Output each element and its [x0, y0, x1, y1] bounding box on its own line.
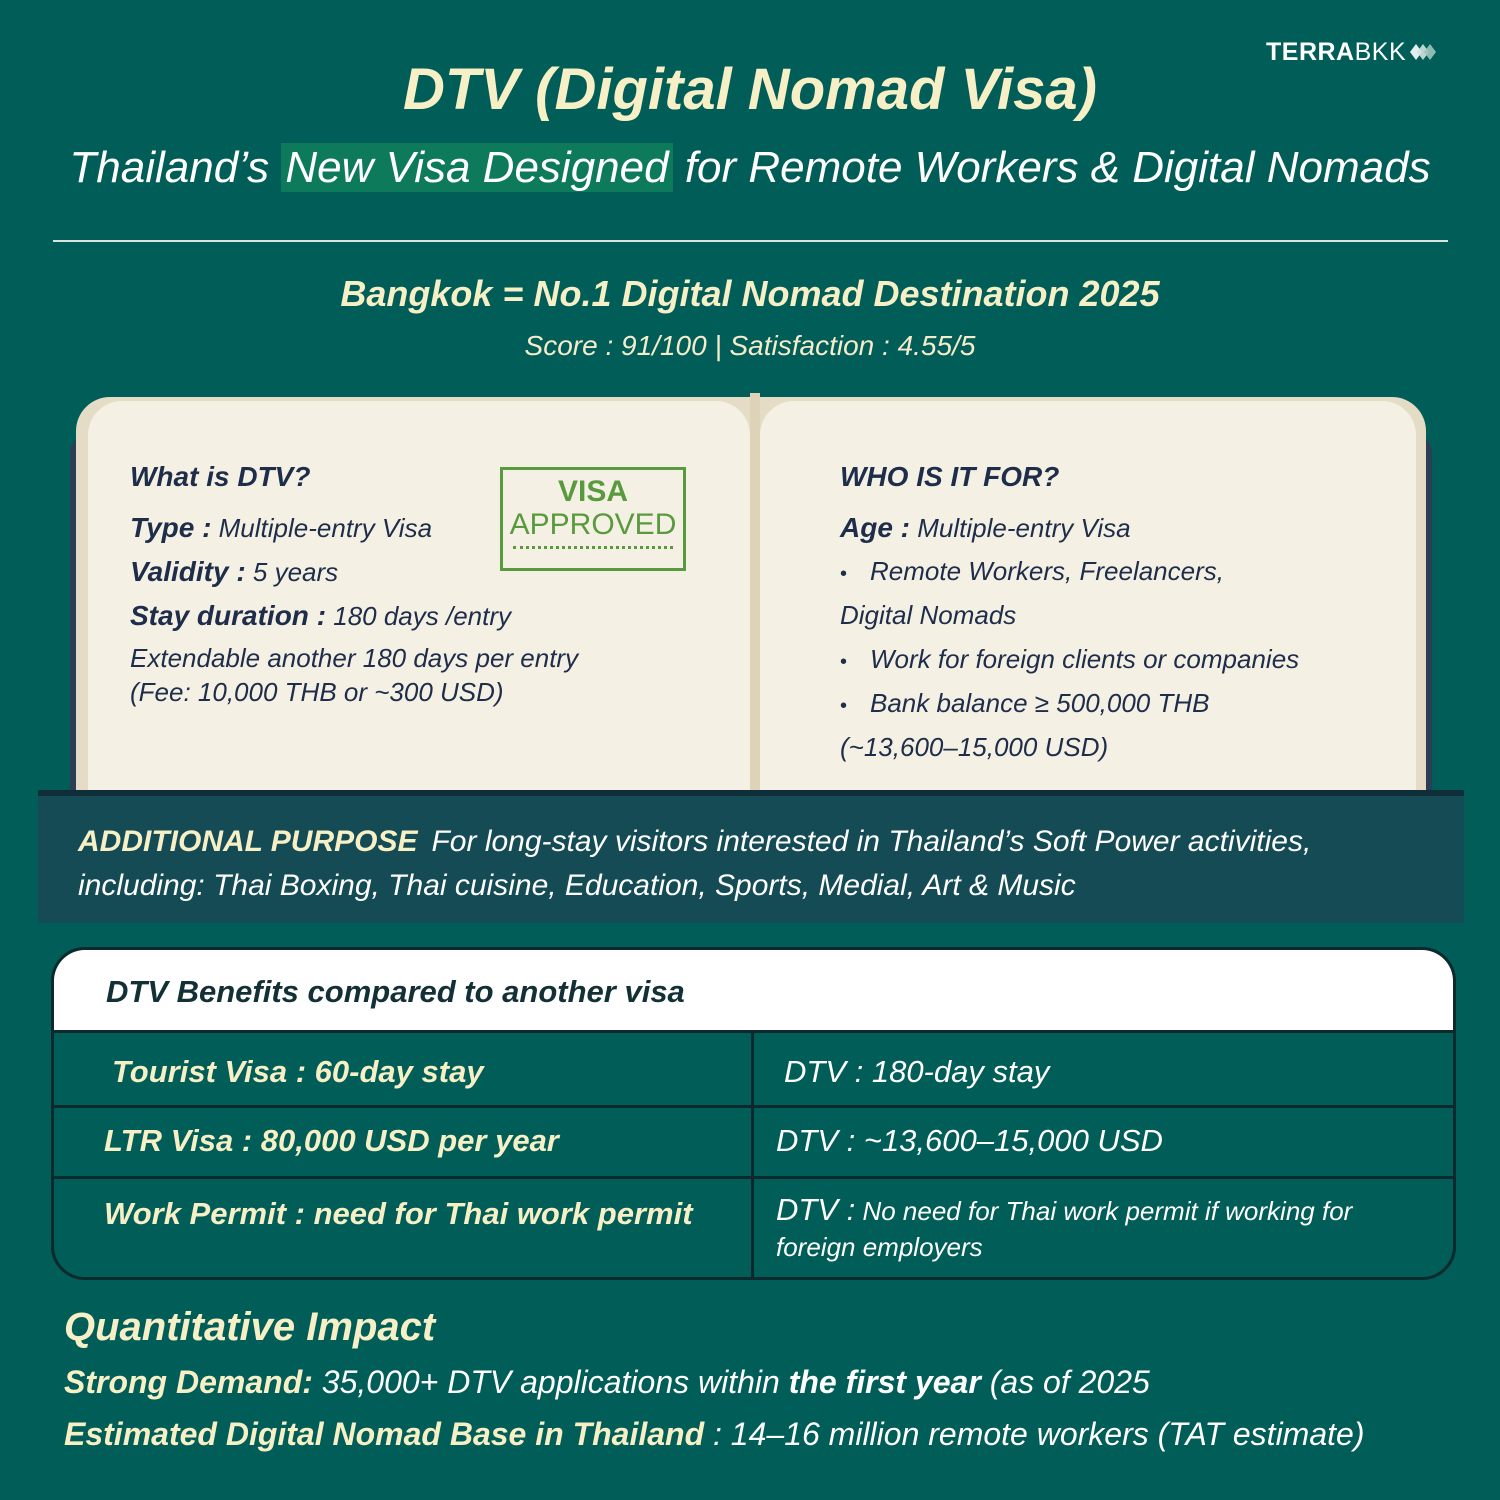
impact-line-2 [64, 1416, 1364, 1453]
bullet-2 [840, 644, 1299, 675]
impact-line-1-text: 35,000+ DTV applications within [312, 1364, 789, 1400]
impact-title: Quantitative Impact [64, 1305, 436, 1349]
table-row-3-right [776, 1192, 1416, 1265]
table-column-divider [751, 1033, 754, 1280]
left-page [88, 401, 750, 793]
bullet-1-cont: Digital Nomads [840, 600, 1017, 630]
additional-purpose-band [38, 790, 1464, 923]
page-subtitle [0, 143, 1500, 193]
bullet-2-text: Work for foreign clients or companies [870, 644, 1300, 674]
row-3-right-prefix: DTV : [776, 1192, 856, 1227]
benefits-header [54, 950, 1453, 1033]
subtitle-end: for Remote Workers & Digital Nomads [672, 143, 1431, 192]
row-3-right-text: No need for Thai work permit if working for foreign employers [776, 1196, 1353, 1262]
subtitle-highlight: New Visa Designed [281, 143, 672, 192]
bullet-3 [840, 688, 1210, 719]
impact-line-1-label: Strong Demand: [64, 1364, 313, 1400]
type-label: Type : [130, 512, 212, 543]
stamp-line-1: VISA [557, 475, 629, 508]
table-row-1-left: Tourist Visa : 60-day stay [112, 1054, 484, 1089]
bullet-1 [840, 556, 1224, 587]
table-row-divider [54, 1176, 1453, 1179]
page-title: DTV (Digital Nomad Visa) [403, 57, 1097, 122]
stay-value: 180 days /entry [326, 601, 512, 631]
table-row-2-left: LTR Visa : 80,000 USD per year [104, 1123, 559, 1158]
table-row-divider [54, 1105, 1453, 1108]
bullet-1-text: Remote Workers, Freelancers, [870, 556, 1224, 586]
visa-approved-stamp [500, 467, 686, 571]
validity-value: 5 years [245, 557, 339, 587]
bullet-dot-icon: • [840, 695, 848, 717]
impact-line-2-label: Estimated Digital Nomad Base in Thailand [64, 1416, 705, 1452]
bullet-3-text: Bank balance ≥ 500,000 THB [870, 688, 1210, 718]
purpose-label: ADDITIONAL PURPOSE [78, 825, 418, 858]
who-heading: WHO IS IT FOR? [840, 461, 1060, 492]
bullet-dot-icon: • [840, 651, 848, 673]
benefits-heading: DTV Benefits compared to another visa [106, 974, 685, 1009]
stay-label: Stay duration : [130, 600, 327, 631]
logo-word-bold: TERRA [1266, 37, 1355, 66]
stamp-line-2: APPROVED [509, 508, 677, 541]
book-spine [750, 393, 760, 793]
benefits-table [51, 947, 1456, 1280]
age-label: Age : [840, 512, 910, 543]
subtitle-start: Thailand’s [69, 143, 282, 192]
impact-line-1-bold: the first year [788, 1364, 981, 1400]
impact-line-1 [64, 1364, 1150, 1401]
extend-line-2: (Fee: 10,000 THB or ~300 USD) [130, 677, 504, 707]
header-divider [53, 240, 1448, 242]
bullet-3-cont: (~13,600–15,000 USD) [840, 732, 1109, 762]
bullet-dot-icon: • [840, 563, 848, 585]
type-row [130, 512, 432, 544]
logo-word-thin: BKK [1354, 37, 1407, 66]
purpose-text-block [78, 820, 1438, 908]
table-row-1-right: DTV : 180-day stay [784, 1054, 1050, 1089]
purpose-text: For long-stay visitors interested in Thailand’s Soft Power activities, including: Thai Boxing, Thai cuisine, Education, Sports, Medial, Art & Music [78, 825, 1312, 902]
validity-label: Validity : [130, 556, 246, 587]
table-row-2-right: DTV : ~13,600–15,000 USD [776, 1123, 1163, 1158]
impact-line-2-text: : 14–16 million remote workers (TAT estimate) [704, 1416, 1365, 1452]
age-row [840, 512, 1131, 544]
impact-line-1-end: (as of 2025 [980, 1364, 1150, 1400]
stay-row [130, 600, 511, 632]
open-book-illustration [70, 393, 1432, 793]
age-value: Multiple-entry Visa [910, 513, 1131, 543]
what-heading: What is DTV? [130, 461, 311, 492]
table-row-3-left: Work Permit : need for Thai work permit [104, 1196, 693, 1231]
extend-line-1: Extendable another 180 days per entry [130, 643, 579, 673]
validity-row [130, 556, 338, 588]
ranking-title: Bangkok = No.1 Digital Nomad Destination 2025 [340, 273, 1160, 314]
type-value: Multiple-entry Visa [211, 513, 433, 543]
stamp-dotted-line [513, 546, 673, 549]
ranking-score: Score : 91/100 | Satisfaction : 4.55/5 [524, 330, 976, 361]
